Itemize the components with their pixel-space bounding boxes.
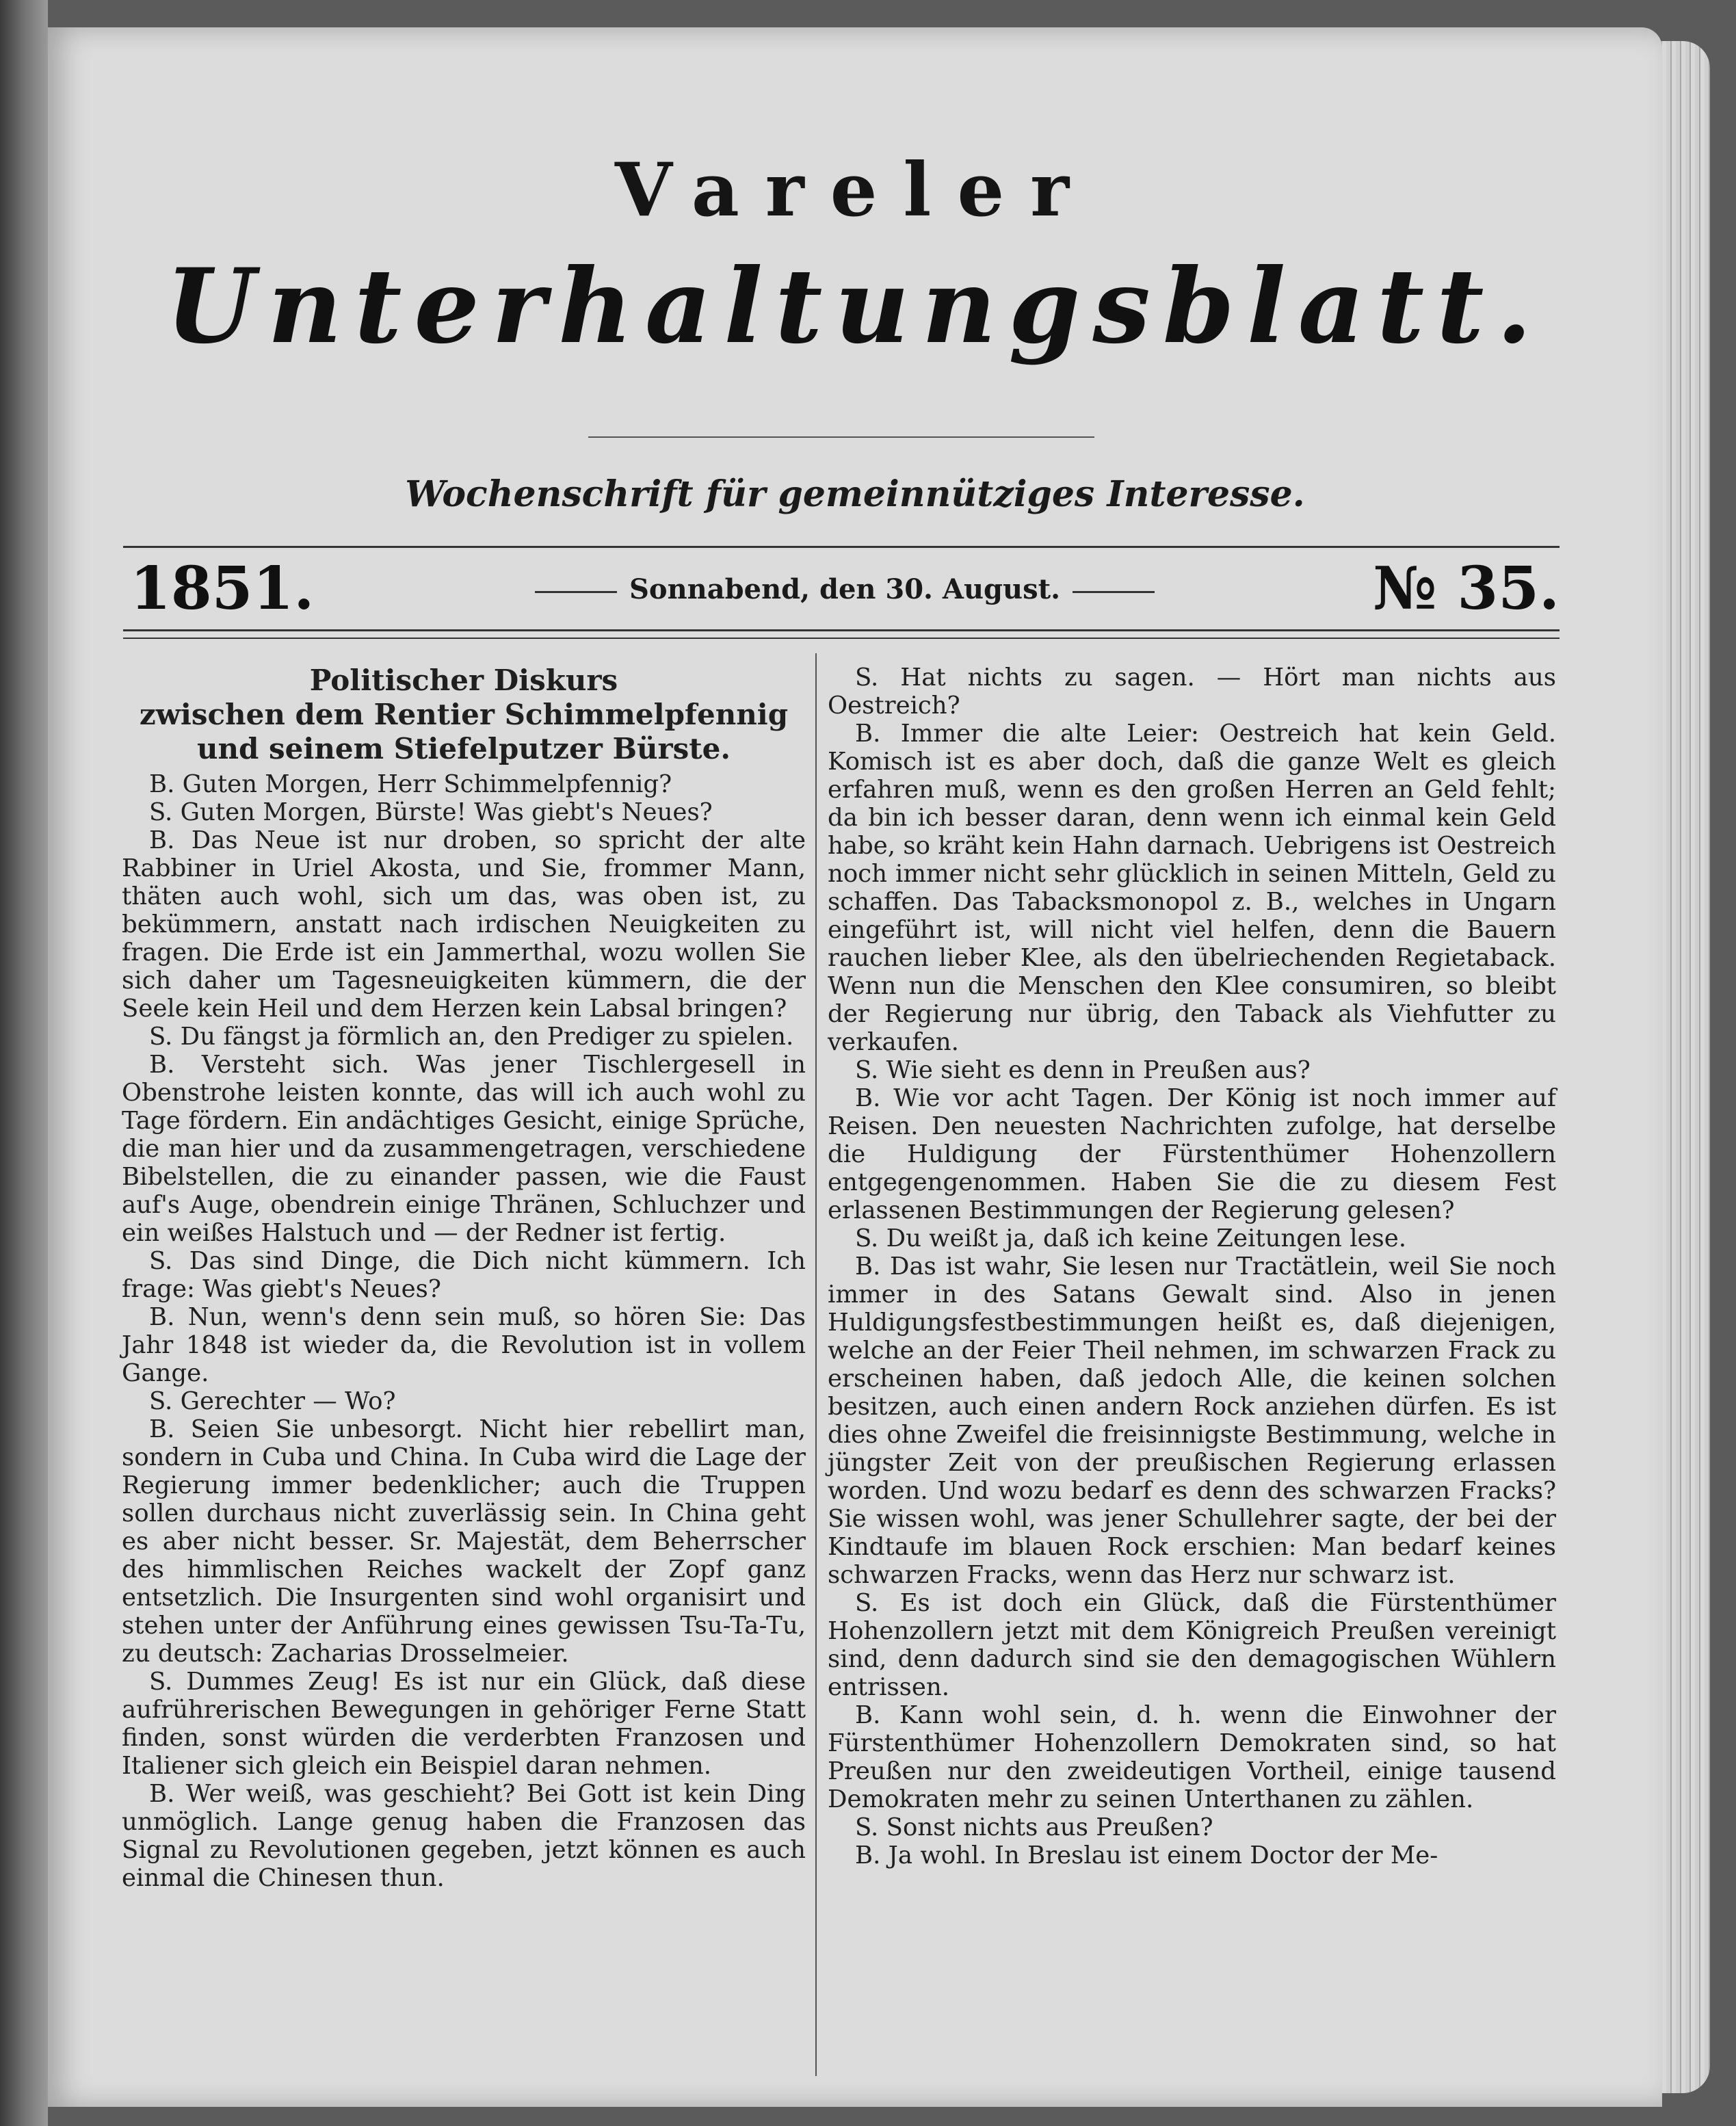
paragraph: S. Das sind Dinge, die Dich nicht kümmern. Ich frage: Was giebt's Neues? — [122, 1247, 806, 1303]
newspaper-page — [48, 27, 1662, 2107]
paragraph: B. Wie vor acht Tagen. Der König ist noch immer auf Reisen. Den neuesten Nachrichten zufolge, hat derselbe die Huldigung der Fürstenthümer Hohenzollern entgegengenommen. Haben Sie die zu diesem Fest erlassenen Bestimmungen der Regierung gelesen? — [828, 1084, 1556, 1224]
article-column-left — [122, 664, 806, 1892]
article-title-line: Politischer Diskurs — [309, 664, 618, 697]
paragraph: B. Das ist wahr, Sie lesen nur Tractätlein, weil Sie noch immer in des Satans Gewalt sind. Also in jenen Huldigungsfestbestimmungen heißt es, daß diejenigen, welche an der Feier Theil nehmen, im schwarzen Frack zu erscheinen haben, daß jedoch Alle, die keinen solchen besitzen, auch einen andern Rock anziehen dürfen. Es ist dies ohne Zweifel die freisinnigste Bestimmung, welche in jüngster Zeit von der preußischen Regierung erlassen worden. Und wozu bedarf es denn des schwarzen Fracks? Sie wissen wohl, was jener Schullehrer sagte, der bei der Kindtaufe im blauen Rock erschien: Man bedarf keines schwarzen Fracks, wenn das Herz nur schwarz ist. — [828, 1252, 1556, 1589]
ornament-rule-right — [1073, 591, 1155, 593]
book-spine-shadow — [0, 0, 48, 2126]
paragraph: S. Hat nichts zu sagen. — Hört man nichts aus Oestreich? — [828, 664, 1556, 720]
masthead-subtitle: Wochenschrift für gemeinnütziges Interesse. — [405, 473, 1305, 515]
paragraph: B. Kann wohl sein, d. h. wenn die Einwohner der Fürstenthümer Hohenzollern Demokraten sind, so hat Preußen nur den zweideutigen Vortheil, einige tausend Demokraten mehr zu seinen Unterthanen zu zählen. — [828, 1701, 1556, 1813]
paragraph: S. Guten Morgen, Bürste! Was giebt's Neues? — [149, 798, 713, 826]
dateline-year: 1851. — [130, 554, 315, 623]
dateline-issue: № 35. — [1372, 554, 1560, 623]
header-rule-upper — [123, 629, 1560, 631]
paragraph: S. Gerechter — Wo? — [149, 1387, 396, 1415]
paragraph: S. Es ist doch ein Glück, daß die Fürstenthümer Hohenzollern jetzt mit dem Königreich Preußen vereinigt sind, denn dadurch sind sie den demagogischen Wühlern entrissen. — [828, 1589, 1556, 1701]
paragraph: S. Dummes Zeug! Es ist nur ein Glück, daß diese aufrührerischen Bewegungen in gehöriger Ferne Statt finden, sonst würden die verderbten Franzosen und Italiener sich gleich ein Beispiel daran nehmen. — [122, 1668, 806, 1780]
paragraph: B. Nun, wenn's denn sein muß, so hören Sie: Das Jahr 1848 ist wieder da, die Revolution ist in vollem Gange. — [122, 1303, 806, 1387]
paragraph: B. Das Neue ist nur droben, so spricht der alte Rabbiner in Uriel Akosta, und Sie, frommer Mann, thäten auch wohl, sich um das, was oben ist, zu bekümmern, anstatt nach irdischen Neuigkeiten zu fragen. Die Erde ist ein Jammerthal, wozu wollen Sie sich daher um Tagesneuigkeiten kümmern, die der Seele kein Heil und dem Herzen kein Labsal bringen? — [122, 826, 806, 1023]
header-rule-lower — [123, 638, 1560, 639]
paragraph: B. Immer die alte Leier: Oestreich hat kein Geld. Komisch ist es aber doch, daß die ganze Welt es gleich erfahren muß, wenn es den großen Herren an Geld fehlt; da bin ich besser daran, denn wenn ich einmal kein Geld habe, so kräht kein Hahn darnach. Uebrigens ist Oestreich noch immer nicht sehr glücklich in seinen Mitteln, Geld zu schaffen. Das Tabacksmonopol z. B., welches in Ungarn eingeführt ist, will nicht viel helfen, denn die Bauern rauchen lieber Klee, als den übelriechenden Regietaback. Wenn nun die Menschen den Klee consumiren, so bleibt der Regierung nur übrig, den Taback als Viehfutter zu verkaufen. — [828, 720, 1556, 1056]
paragraph: B. Ja wohl. In Breslau ist einem Doctor der Me- — [855, 1841, 1438, 1869]
paragraph: S. Sonst nichts aus Preußen? — [855, 1813, 1213, 1841]
column-divider — [815, 653, 817, 2076]
article-title-line: und seinem Stiefelputzer Bürste. — [196, 732, 731, 765]
paragraph: B. Versteht sich. Was jener Tischlergesell in Obenstrohe leisten konnte, das will ich auch wohl zu Tage fördern. Ein andächtiges Gesicht, einige Sprüche, die man hier und da zusammengetragen, verschiedene Bibelstellen, die zu einander passen, wie die Faust auf's Auge, obendrein einige Thränen, Schluchzer und ein weißes Halstuch und — der Redner ist fertig. — [122, 1051, 806, 1247]
dateline-date: Sonnabend, den 30. August. — [629, 573, 1060, 605]
paragraph: S. Du fängst ja förmlich an, den Prediger zu spielen. — [149, 1023, 794, 1051]
article-column-right — [828, 664, 1556, 1869]
paragraph: S. Du weißt ja, daß ich keine Zeitungen lese. — [855, 1224, 1407, 1252]
article-title-line: zwischen dem Rentier Schimmelpfennig — [139, 698, 789, 731]
paragraph: B. Wer weiß, was geschieht? Bei Gott ist kein Ding unmöglich. Lange genug haben die Franzosen das Signal zu Revolutionen gegeben, jetzt können es auch einmal die Chinesen thun. — [122, 1780, 806, 1892]
masthead-title: Unterhaltungsblatt. — [166, 246, 1544, 367]
dateline — [130, 554, 1560, 629]
top-rule — [123, 546, 1560, 548]
masthead-rule — [588, 436, 1094, 438]
dateline-date-wrap — [130, 573, 1560, 605]
ornament-rule-left — [535, 591, 617, 593]
paragraph: B. Guten Morgen, Herr Schimmelpfennig? — [149, 770, 672, 798]
paragraph: B. Seien Sie unbesorgt. Nicht hier rebellirt man, sondern in Cuba und China. In Cuba wird die Lage der Regierung immer bedenklicher; auch die Truppen sollen durchaus nicht zuverlässig sein. In China geht es aber nicht besser. Sr. Majestät, dem Beherrscher des himmlischen Reiches wackelt der Zopf ganz entsetzlich. Die Insurgenten sind wohl organisirt und stehen unter der Anführung eines gewissen Tsu-Ta-Tu, zu deutsch: Zacharias Drosselmeier. — [122, 1415, 806, 1668]
paragraph: S. Wie sieht es denn in Preußen aus? — [855, 1056, 1311, 1084]
masthead-line1: Vareler — [614, 147, 1096, 233]
article-title — [122, 664, 806, 766]
